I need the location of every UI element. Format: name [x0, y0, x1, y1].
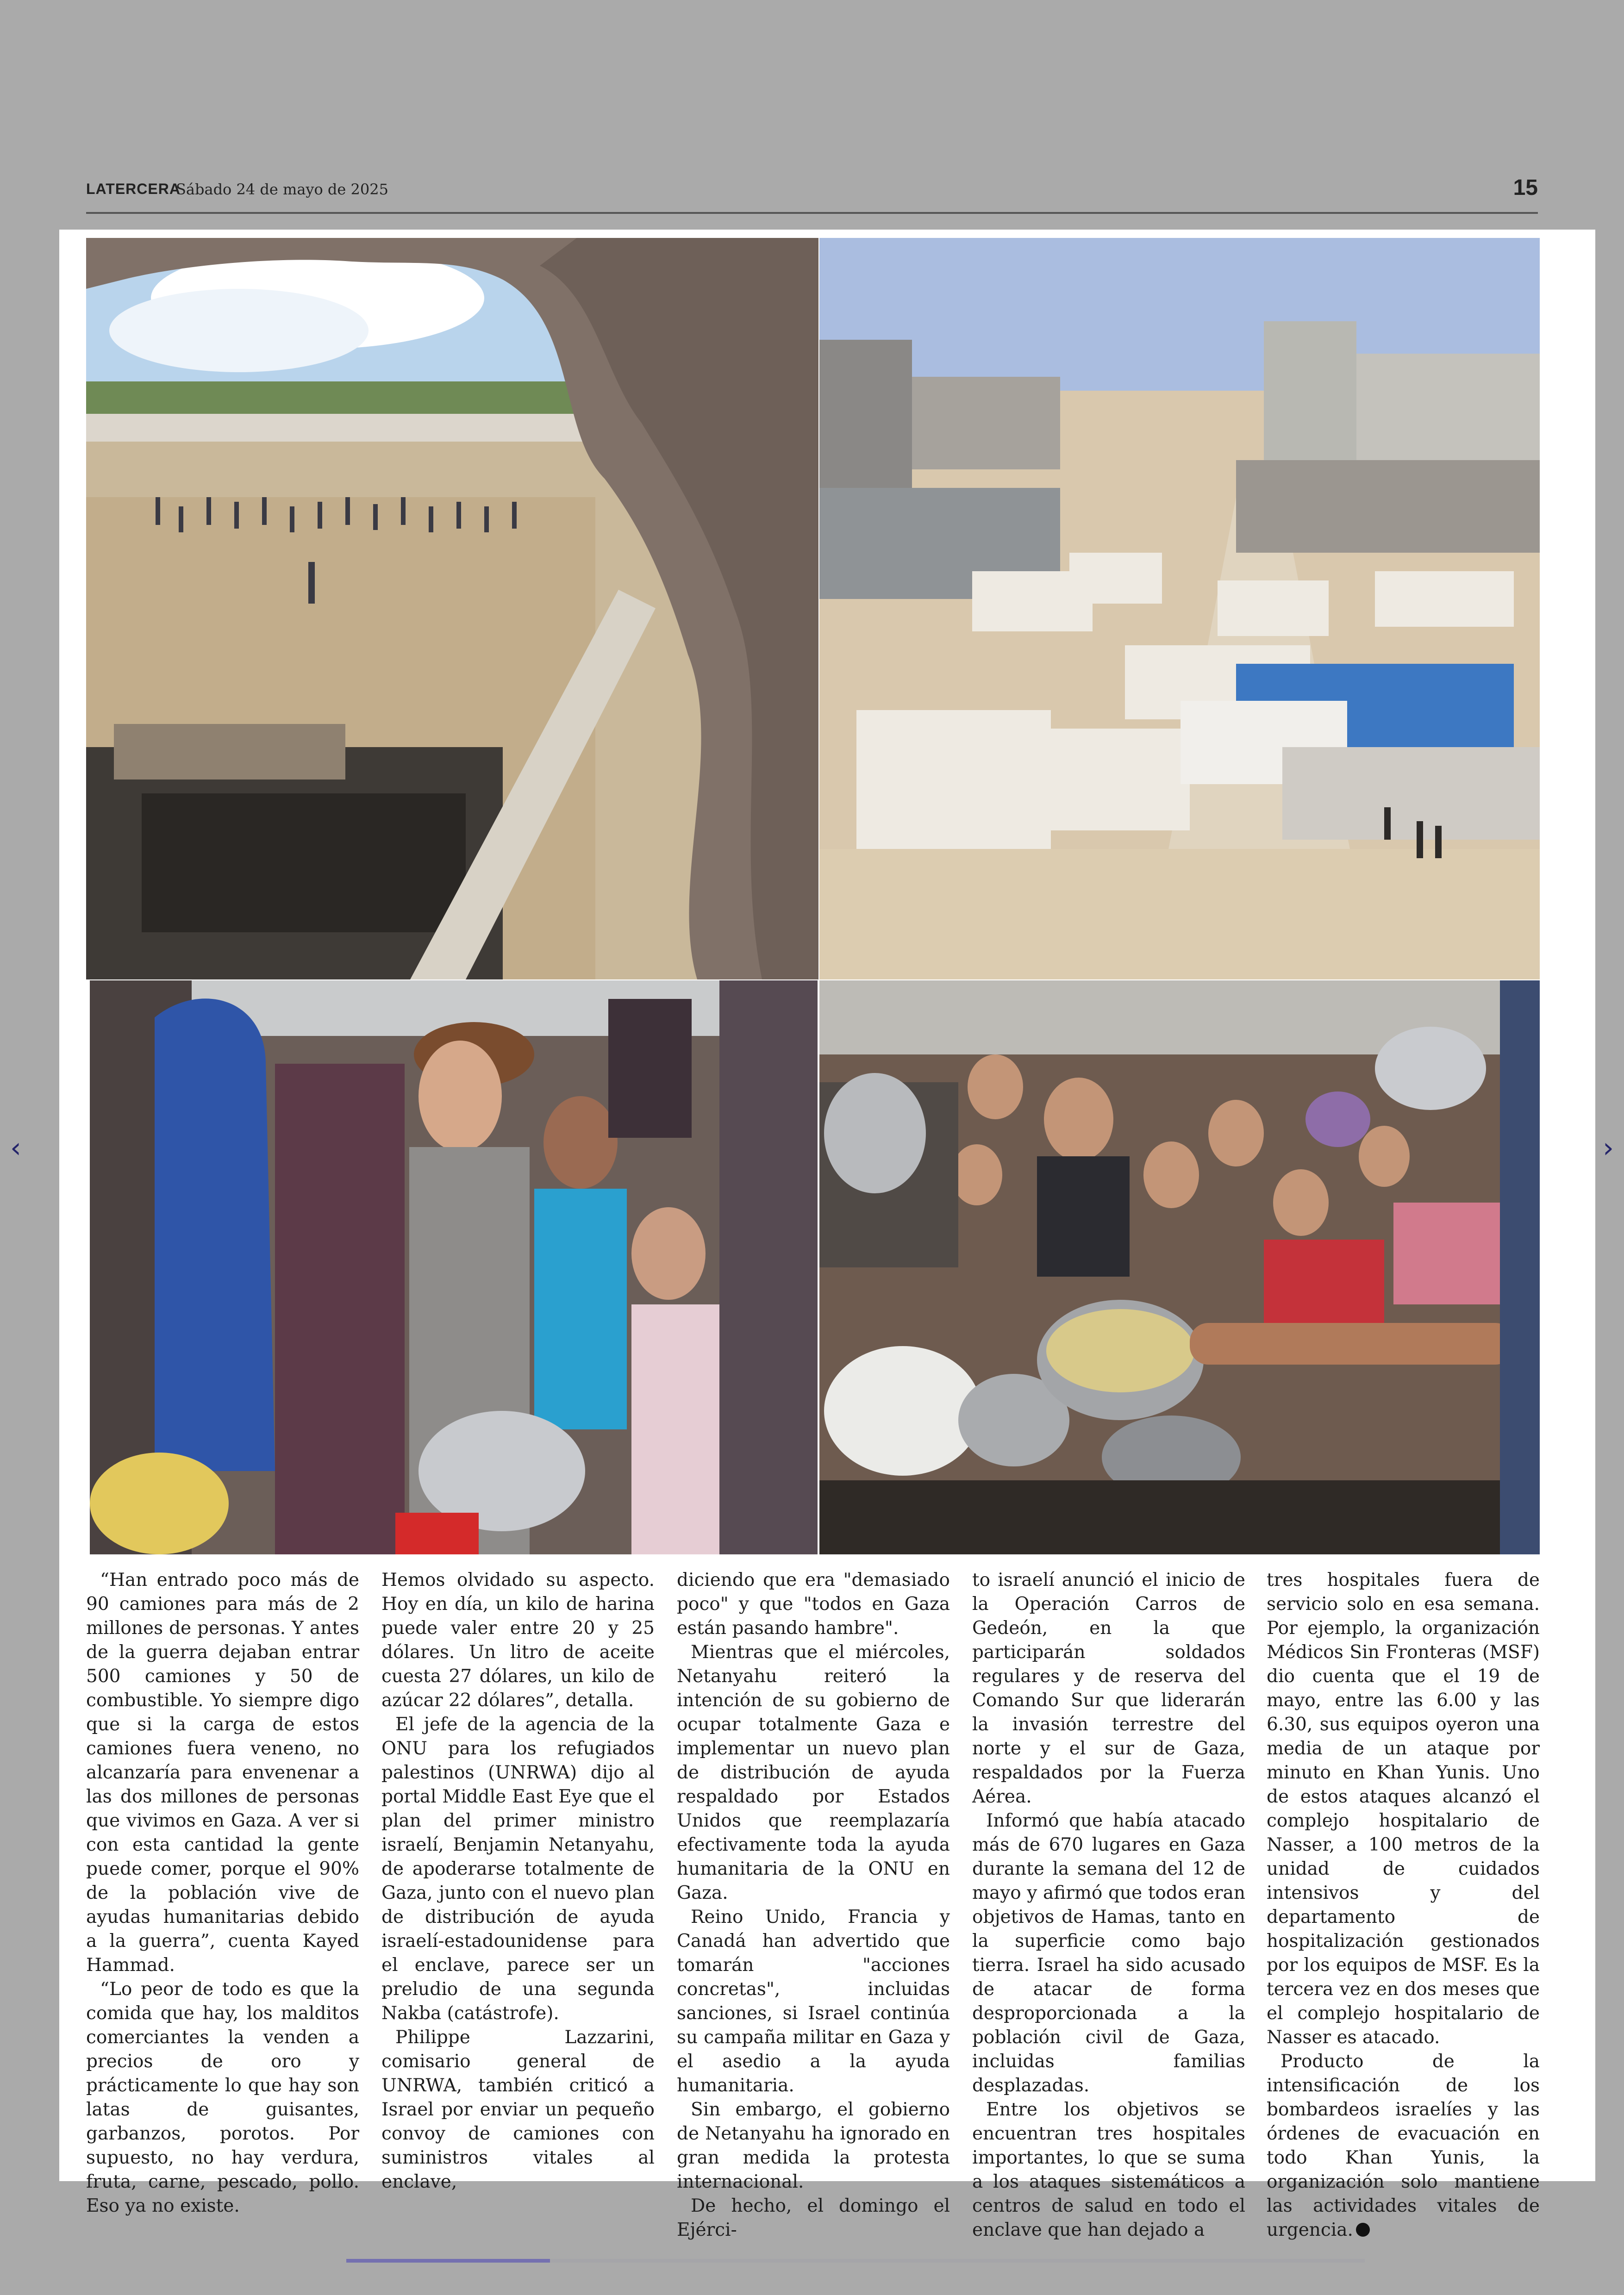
photo-crowd-food-distribution [819, 980, 1540, 1554]
photo-crowd-image [819, 980, 1540, 1554]
final-paragraph-text: Producto de la intensificación de los bombardeos israelíes y las órdenes de evacuación en todo Khan Yunis, la organización solo mantiene las actividades vitales de urgencia. [1267, 2051, 1540, 2240]
paragraph: Reino Unido, Francia y Canadá han advertido que tomarán "acciones concretas", incluidas sanciones, si Israel continúa su campaña militar en Gaza y el asedio a la ayuda humanitaria. [677, 1907, 950, 2096]
photo-girls-image [90, 980, 818, 1554]
photo-tent-camp-image [819, 238, 1540, 979]
paragraph: De hecho, el domingo el Ejérci- [677, 2195, 950, 2240]
article-column-2 [381, 1568, 655, 2194]
article-column-4 [972, 1568, 1245, 2242]
reading-progress-bar[interactable] [346, 2259, 1365, 2263]
photo-rubble-through-wall [86, 238, 818, 979]
newspaper-brand: LATERCERA [86, 181, 181, 197]
reading-progress-fill [346, 2259, 550, 2263]
paragraph: “Han entrado poco más de 90 camiones para más de 2 millones de personas. Y antes de la guerra dejaban entrar 500 camiones y 50 de combustible. Yo siempre digo que si la carga de estos camiones fuera veneno, no alcanzaría para envenenar a las dos millones de personas que vivimos en Gaza. A ver si con esta cantidad la gente puede comer, porque el 90% de la población vive de ayudas humanitarias debido a la guerra”, cuenta Kayed Hammad. [86, 1570, 359, 1976]
paragraph: Informó que había atacado más de 670 lugares en Gaza durante la semana del 12 de mayo y afirmó que todos eran objetivos de Hamas, tanto en la superficie como bajo tierra. Israel ha sido acusado de atacar de forma desproporcionada a la población civil de Gaza, incluidas familias desplazadas. [972, 1810, 1245, 2096]
paragraph: El jefe de la agencia de la ONU para los refugiados palestinos (UNRWA) dijo al portal Middle East Eye que el plan del primer ministro israelí, Benjamin Netanyahu, de apoderarse totalmente de Gaza, junto con el nuevo plan de distribución de ayuda israelí-estadounidense para el enclave, parece ser un preludio de una segunda Nakba (catástrofe). [381, 1714, 655, 2024]
newspaper-page [59, 230, 1595, 2240]
next-page-button[interactable]: › [1603, 1132, 1614, 1164]
photo-girls-with-pots [90, 980, 818, 1554]
paragraph: diciendo que era "demasiado poco" y que "todos en Gaza están pasando hambre". [677, 1570, 950, 1639]
end-mark-icon [1356, 2223, 1370, 2237]
paragraph: Sin embargo, el gobierno de Netanyahu ha ignorado en gran medida la protesta internacional. [677, 2099, 950, 2192]
paragraph [1267, 2050, 1540, 2242]
previous-page-button[interactable]: ‹ [10, 1132, 21, 1164]
page-header [86, 175, 1538, 212]
article-body [86, 1568, 1540, 2240]
paragraph: to israelí anunció el inicio de la Operación Carros de Gedeón, en la que participarán soldados regulares y de reserva del Comando Sur que liderarán la invasión terrestre del norte y el sur de Gaza, respaldados por la Fuerza Aérea. [972, 1570, 1245, 1807]
paragraph: Mientras que el miércoles, Netanyahu reiteró la intención de su gobierno de ocupar totalmente Gaza e implementar un nuevo plan de distribución de ayuda respaldado por Estados Unidos que reemplazaría efectivamente toda la ayuda humanitaria de la ONU en Gaza. [677, 1642, 950, 1903]
header-divider [86, 212, 1538, 214]
photo-rubble-image [86, 238, 818, 979]
paragraph: Philippe Lazzarini, comisario general de UNRWA, también criticó a Israel por enviar un pequeño convoy de camiones con suministros vitales al enclave, [381, 2027, 655, 2192]
article-column-5 [1267, 1568, 1540, 2242]
page-number: 15 [1513, 175, 1538, 200]
paragraph: “Lo peor de todo es que la comida que hay, los malditos comerciantes la venden a precios de oro y prácticamente lo que hay son latas de guisantes, garbanzos, porotos. Por supuesto, no hay verdura, fruta, carne, pescado, pollo. Eso ya no existe. [86, 1979, 359, 2216]
paragraph: Entre los objetivos se encuentran tres hospitales importantes, lo que se suma a los ataques sistemáticos a centros de salud en todo el enclave que han dejado a [972, 2099, 1245, 2240]
article-column-3 [677, 1568, 950, 2242]
photo-tent-camp [819, 238, 1540, 979]
issue-date: Sábado 24 de mayo de 2025 [176, 181, 388, 198]
paragraph: tres hospitales fuera de servicio solo en esa semana. Por ejemplo, la organización Médicos Sin Fronteras (MSF) dio cuenta que el 19 de mayo, entre las 6.00 y las 6.30, sus equipos oyeron una media de un ataque por minuto en Khan Yunis. Uno de estos ataques alcanzó el complejo hospitalario de Nasser, a 100 metros de la unidad de cuidados intensivos y del departamento de hospitalización gestionados por los equipos de MSF. Es la tercera vez en dos meses que el complejo hospitalario de Nasser es atacado. [1267, 1570, 1540, 2048]
article-column-1 [86, 1568, 359, 2218]
paragraph: Hemos olvidado su aspecto. Hoy en día, un kilo de harina puede valer entre 20 y 25 dólares. Un litro de aceite cuesta 27 dólares, un kilo de azúcar 22 dólares”, detalla. [381, 1570, 655, 1711]
